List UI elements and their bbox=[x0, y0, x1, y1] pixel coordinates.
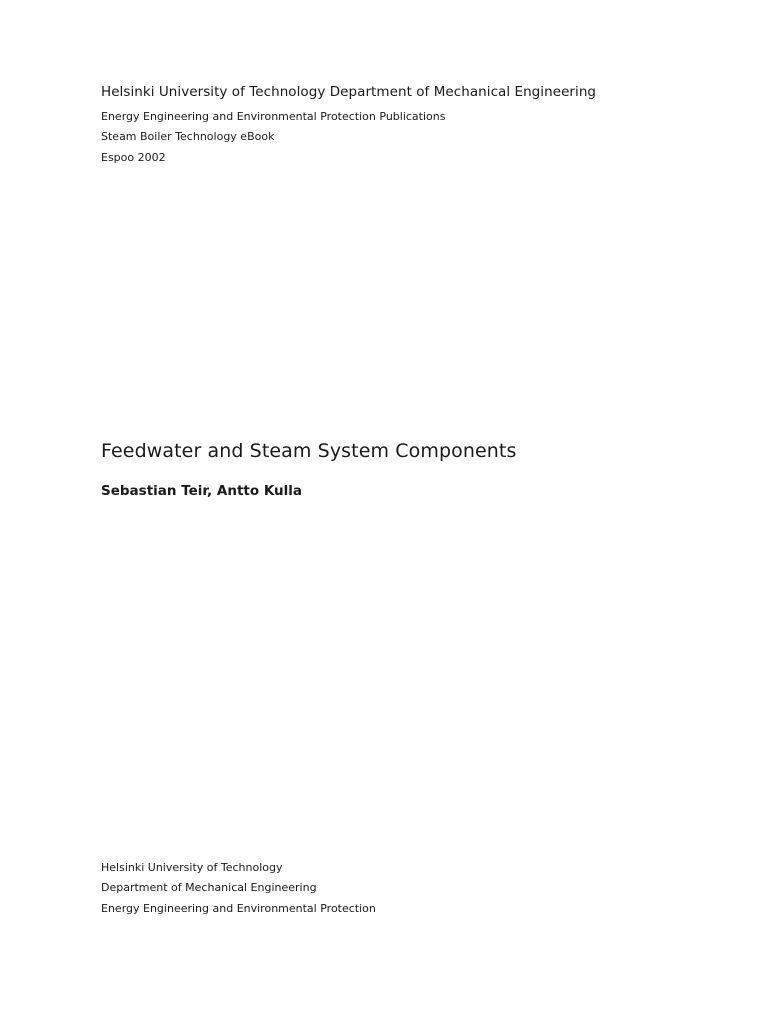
footer-laboratory: Energy Engineering and Environmental Protection bbox=[101, 902, 376, 915]
ebook-series: Steam Boiler Technology eBook bbox=[101, 130, 275, 143]
authors: Sebastian Teir, Antto Kulla bbox=[101, 483, 303, 499]
document-title: Feedwater and Steam System Components bbox=[101, 440, 517, 462]
institution-heading: Helsinki University of Technology Department of Mechanical Engineering bbox=[101, 84, 597, 100]
footer-university: Helsinki University of Technology bbox=[101, 861, 283, 874]
footer-department: Department of Mechanical Engineering bbox=[101, 881, 317, 894]
publication-series: Energy Engineering and Environmental Protection Publications bbox=[101, 110, 446, 123]
place-and-year: Espoo 2002 bbox=[101, 151, 166, 164]
